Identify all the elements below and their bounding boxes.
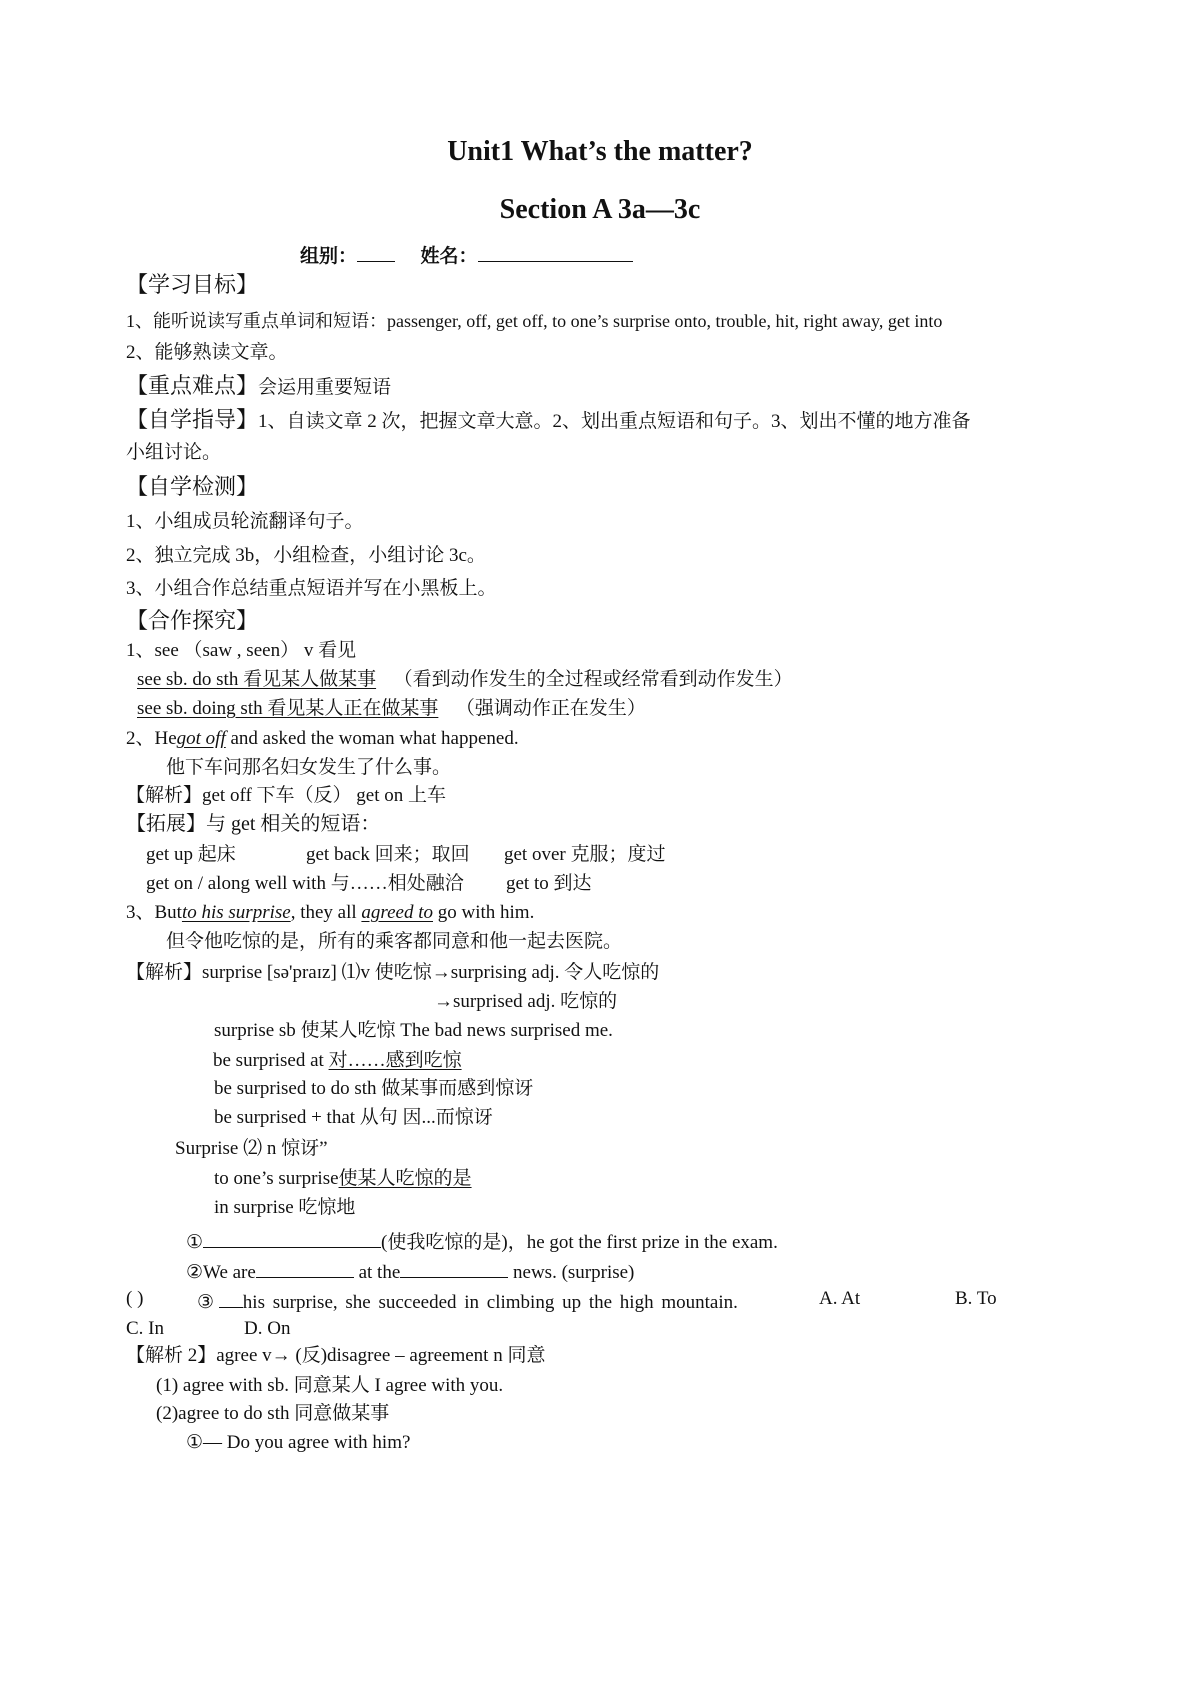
point-2-analysis: 【解析】get off 下车（反） get on 上车 [126, 785, 446, 806]
exercise-1-number: ① [186, 1232, 204, 1253]
surprise-analysis-1: 【解析】surprise [sə'praɪz] ⑴v 使吃惊→surprising adj. 令人吃惊的 [126, 962, 660, 983]
get-on-phrase: get on / along well with 与……相处融洽 [146, 873, 464, 894]
see-do-line [137, 668, 793, 692]
get-back-phrase: get back 回来；取回 [306, 844, 470, 865]
agreed-to-phrase: agreed to [361, 902, 433, 923]
get-phrase-row-2 [146, 872, 592, 896]
name-blank[interactable] [478, 241, 633, 262]
exercise-3-number: ③ [197, 1292, 215, 1313]
self-guide [126, 408, 971, 434]
exercise-3-text: his surprise, she succeeded in climbing up the high mountain. [242, 1292, 738, 1313]
exercise-2-blank-1[interactable] [256, 1257, 354, 1278]
exercise-3-blank[interactable] [219, 1287, 243, 1308]
self-guide-header: 【自学指导】 [126, 407, 259, 432]
coop-header: 【合作探究】 [126, 608, 259, 633]
point-2-rest: and asked the woman what happened. [225, 728, 519, 749]
point-3-mid: , they all [290, 902, 362, 923]
get-to-phrase: get to 到达 [506, 873, 592, 894]
key-points-text: 会运用重要短语 [258, 377, 392, 398]
point-3-sentence [126, 901, 534, 925]
point-2-number: 2、He [126, 728, 177, 749]
option-d: D. On [244, 1318, 291, 1339]
point-3-number: 3、But [126, 902, 182, 923]
goals-item-1: 1、能听说读写重点单词和短语：passenger, off, get off, to one’s surprise onto, trouble, hit, right away, get into [126, 311, 943, 331]
key-points-header: 【重点难点】 [126, 373, 259, 398]
goals-header: 【学习目标】 [126, 272, 259, 297]
page-title: Unit1 What’s the matter? [447, 136, 753, 167]
exercise-3 [126, 1287, 143, 1311]
exercise-2-end: news. (surprise) [508, 1262, 635, 1283]
answer-bracket[interactable]: ( ) [126, 1288, 144, 1309]
get-over-phrase: get over 克服；度过 [504, 844, 666, 865]
to-his-surprise-phrase: to his surprise [181, 902, 291, 923]
see-doing-phrase: see sb. doing sth 看见某人正在做某事 [137, 698, 439, 719]
group-blank[interactable] [357, 241, 395, 262]
to-ones-surprise: to one’s surprise [214, 1168, 339, 1189]
surprise-example-3: be surprised to do sth 做某事而感到惊讶 [214, 1078, 534, 1099]
exercise-1-blank[interactable] [203, 1227, 381, 1248]
agree-usage-2: (2)agree to do sth 同意做某事 [156, 1403, 390, 1424]
see-do-note: （看到动作发生的全过程或经常看到动作发生） [393, 669, 793, 690]
surprise-noun-example-1 [214, 1167, 472, 1191]
exercise-2-mid: at the [353, 1262, 401, 1283]
self-check-item: 3、小组合作总结重点短语并写在小黑板上。 [126, 578, 497, 599]
point-3-translation: 但令他吃惊的是，所有的乘客都同意和他一起去医院。 [166, 931, 623, 952]
see-doing-line [127, 697, 646, 721]
point-1-see: 1、see （saw , seen） v 看见 [126, 640, 357, 661]
see-do-phrase: see sb. do sth 看见某人做某事 [137, 669, 377, 690]
key-points [126, 374, 391, 400]
get-phrase-row-1 [146, 843, 666, 867]
self-check-item: 2、独立完成 3b，小组检查，小组讨论 3c。 [126, 545, 486, 566]
point-2-sentence [126, 727, 519, 751]
point-2-extension-header: 【拓展】与 get 相关的短语： [126, 813, 381, 835]
group-label: 组别： [300, 246, 358, 267]
surprise-example-2 [213, 1049, 462, 1073]
surprise-example-1: surprise sb 使某人吃惊 The bad news surprised me. [214, 1020, 613, 1041]
point-2-translation: 他下车问那名妇女发生了什么事。 [166, 757, 452, 778]
exercise-1 [186, 1227, 778, 1255]
point-3-rest: go with him. [433, 902, 535, 923]
name-line [300, 241, 633, 269]
be-surprised-at: be surprised at [213, 1050, 329, 1071]
exercise-2-blank-2[interactable] [400, 1257, 508, 1278]
get-up-phrase: get up 起床 [146, 844, 236, 865]
self-guide-text-2: 小组讨论。 [126, 442, 222, 463]
surprise-analysis-2: →surprised adj. 吃惊的 [434, 991, 618, 1012]
exercise-2-start: ②We are [186, 1262, 256, 1283]
option-b: B. To [955, 1288, 997, 1309]
agree-usage-1: (1) agree with sb. 同意某人 I agree with you. [156, 1375, 504, 1396]
surprise-noun: Surprise ⑵ n 惊讶” [175, 1138, 328, 1159]
surprise-example-4: be surprised + that 从句 因...而惊讶 [214, 1107, 493, 1128]
exercise-1-text: (使我吃惊的是)，he got the first prize in the exam. [381, 1232, 778, 1253]
page-subtitle: Section A 3a—3c [499, 194, 701, 225]
name-label: 姓名： [420, 246, 478, 267]
goals-item-2: 2、能够熟读文章。 [126, 342, 288, 363]
be-surprised-at-meaning: 对……感到吃惊 [328, 1050, 462, 1071]
see-doing-note: （强调动作正在发生） [455, 698, 646, 719]
agree-question-1: ①— Do you agree with him? [186, 1432, 411, 1453]
option-a: A. At [819, 1288, 861, 1309]
exercise-2 [186, 1257, 634, 1285]
surprise-noun-example-2: in surprise 吃惊地 [214, 1197, 356, 1218]
exercise-3-body [197, 1287, 738, 1315]
option-c: C. In [126, 1318, 164, 1339]
self-guide-text: 1、自读文章 2 次，把握文章大意。2、划出重点短语和句子。3、划出不懂的地方准备 [258, 411, 971, 432]
self-check-header: 【自学检测】 [126, 474, 259, 499]
self-check-item: 1、小组成员轮流翻译句子。 [126, 511, 364, 532]
agree-analysis: 【解析 2】agree v→ (反)disagree – agreement n 同意 [126, 1345, 546, 1366]
to-ones-surprise-meaning: 使某人吃惊的是 [338, 1168, 472, 1189]
got-off-phrase: got off [176, 728, 226, 749]
